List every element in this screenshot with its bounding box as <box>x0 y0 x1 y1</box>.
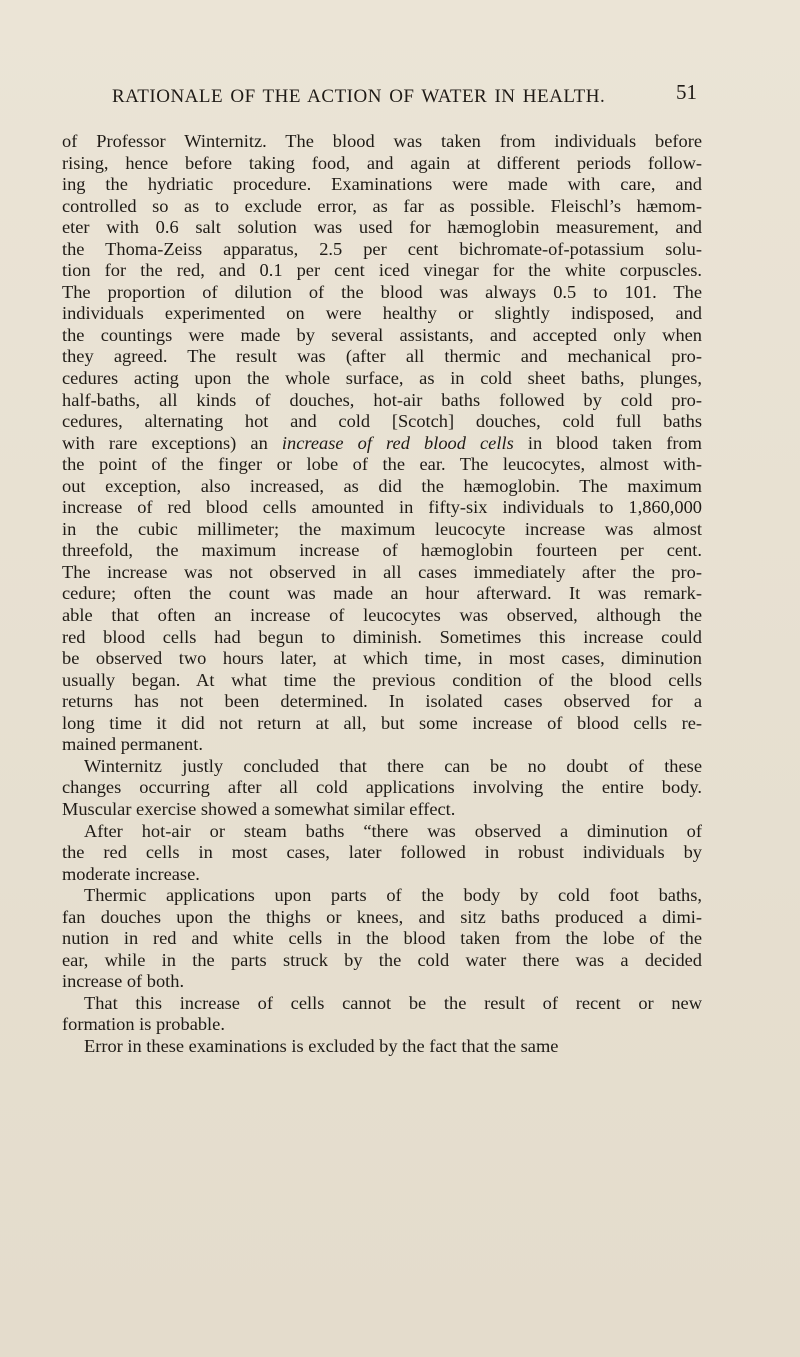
text-line: eter with 0.6 salt solution was used for hæmoglobin measurement, and <box>62 217 702 238</box>
running-title: RATIONALE OF THE ACTION OF WATER IN HEALTH. <box>112 86 606 107</box>
text-run: with rare exceptions) an <box>62 432 282 453</box>
text-line: the Thoma-Zeiss apparatus, 2.5 per cent bichromate-of-potassium solu- <box>62 238 702 259</box>
text-line: mained permanent. <box>62 734 203 755</box>
text-line: Thermic applications upon parts of the body by cold foot baths, <box>84 885 702 906</box>
text-line: the countings were made by several assistants, and accepted only when <box>62 324 702 345</box>
text-line: Muscular exercise showed a somewhat similar effect. <box>62 798 456 819</box>
text-run: in blood taken from <box>513 432 702 453</box>
text-line: long time it did not return at all, but some increase of blood cells re- <box>62 712 702 733</box>
body-text <box>62 131 702 1058</box>
text-line: of Professor Winternitz. The blood was taken from individuals before <box>62 131 702 151</box>
text-line: formation is probable. <box>62 1014 225 1035</box>
text-line: tion for the red, and 0.1 per cent iced vinegar for the white corpuscles. <box>62 260 702 281</box>
running-head <box>112 80 697 114</box>
text-line: changes occurring after all cold applications involving the entire body. <box>62 777 702 798</box>
text-line: be observed two hours later, at which time, in most cases, diminution <box>62 648 702 669</box>
text-line: half-baths, all kinds of douches, hot-air baths followed by cold pro- <box>62 389 702 410</box>
text-line-emphasis <box>62 433 702 455</box>
text-line: they agreed. The result was (after all thermic and mechanical pro- <box>62 346 702 367</box>
text-line: The increase was not observed in all cases immediately after the pro- <box>62 561 702 582</box>
text-line: cedure; often the count was made an hour afterward. It was remark- <box>62 583 702 604</box>
text-line: usually began. At what time the previous condition of the blood cells <box>62 669 702 690</box>
text-line: ing the hydriatic procedure. Examinations were made with care, and <box>62 174 702 195</box>
text-line: threefold, the maximum increase of hæmoglobin fourteen per cent. <box>62 540 702 561</box>
text-line: the red cells in most cases, later followed in robust individuals by <box>62 842 702 863</box>
text-line: That this increase of cells cannot be the result of recent or new <box>84 992 702 1013</box>
text-line: The proportion of dilution of the blood was always 0.5 to 101. The <box>62 281 702 302</box>
text-line: Error in these examinations is excluded by the fact that the same <box>84 1035 559 1056</box>
italic-phrase: increase of red blood cells <box>281 432 514 453</box>
text-line: controlled so as to exclude error, as far as possible. Fleischl’s hæmom- <box>62 195 702 216</box>
text-line: nution in red and white cells in the blood taken from the lobe of the <box>62 928 702 949</box>
text-line: increase of red blood cells amounted in fifty-six individuals to 1,860,000 <box>62 497 702 518</box>
text-line: individuals experimented on were healthy or slightly indisposed, and <box>62 303 702 324</box>
text-line: ear, while in the parts struck by the cold water there was a decided <box>62 949 702 970</box>
text-line: cedures acting upon the whole surface, as in cold sheet baths, plunges, <box>62 368 702 389</box>
text-line: rising, hence before taking food, and again at different periods follow- <box>62 152 702 173</box>
text-line: able that often an increase of leucocytes was observed, although the <box>62 605 702 626</box>
text-line: returns has not been determined. In isolated cases observed for a <box>62 691 702 712</box>
text-line: red blood cells had begun to diminish. Sometimes this increase could <box>62 626 702 647</box>
text-line: in the cubic millimeter; the maximum leucocyte increase was almost <box>62 518 702 539</box>
text-line: fan douches upon the thighs or knees, and sitz baths produced a dimi- <box>62 906 702 927</box>
page-number: 51 <box>676 80 697 104</box>
text-line: Winternitz justly concluded that there can be no doubt of these <box>84 755 702 776</box>
text-line: the point of the finger or lobe of the ear. The leucocytes, almost with- <box>62 454 702 475</box>
text-line: cedures, alternating hot and cold [Scotch] douches, cold full baths <box>62 411 702 432</box>
text-line: out exception, also increased, as did the hæmoglobin. The maximum <box>62 475 702 496</box>
text-line: moderate increase. <box>62 863 200 884</box>
text-line: After hot-air or steam baths “there was observed a diminution of <box>84 820 702 841</box>
text-line: increase of both. <box>62 971 185 992</box>
